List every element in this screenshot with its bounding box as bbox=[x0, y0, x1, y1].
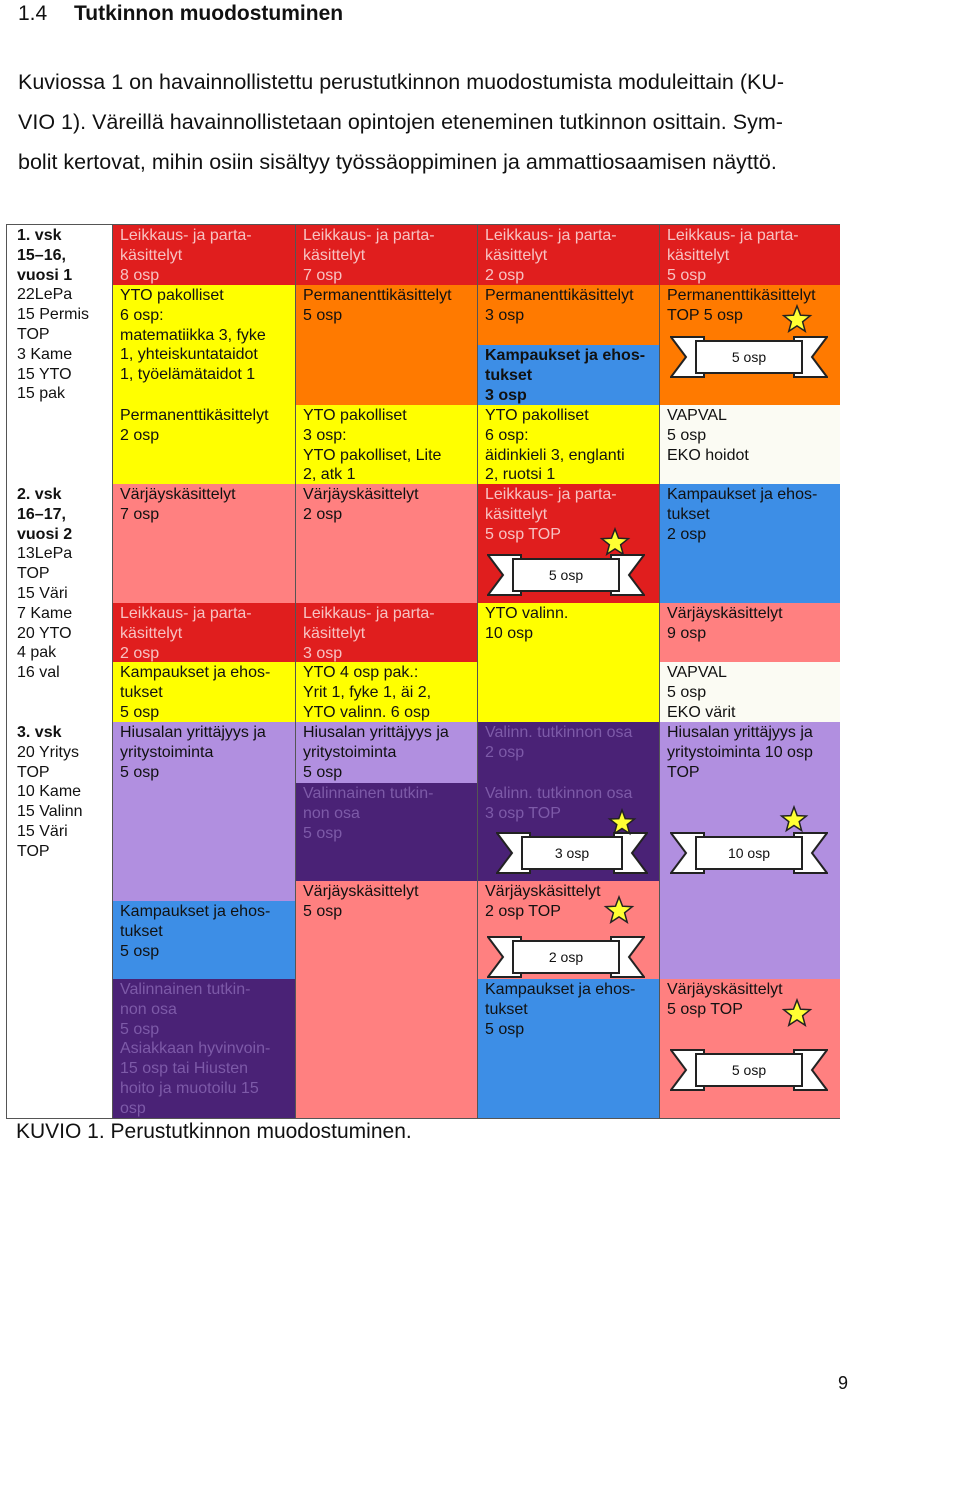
module-cell-line: Valinn. tutkinnon osa bbox=[485, 785, 633, 802]
module-cell-line: 2 osp bbox=[485, 266, 525, 284]
module-cell-line: Värjäyskäsittelyt bbox=[667, 605, 783, 622]
intro-line: bolit kertovat, mihin osiin sisältyy työssäoppiminen ja ammattiosaamisen näyttö. bbox=[18, 150, 777, 174]
module-cell-line: 5 osp bbox=[120, 703, 160, 721]
module-cell-line: Asiakkaan hyvinvoin- bbox=[120, 1040, 271, 1058]
module-cell bbox=[295, 783, 477, 881]
module-cell-line: Yrit 1, fyke 1, äi 2, bbox=[303, 683, 432, 701]
module-cell-line: Leikkaus- ja parta- bbox=[120, 227, 252, 244]
module-cell-line: 5 osp TOP bbox=[667, 1000, 743, 1018]
module-cell bbox=[295, 603, 477, 662]
module-cell-line: 5 osp bbox=[303, 763, 343, 781]
module-cell bbox=[477, 345, 659, 405]
module-column bbox=[112, 225, 295, 1118]
star-shape bbox=[610, 810, 635, 834]
module-cell bbox=[477, 225, 659, 285]
module-cell bbox=[659, 603, 840, 662]
module-cell-line: 5 osp bbox=[120, 1020, 160, 1038]
module-cell-line: TOP bbox=[667, 763, 700, 781]
intro-line: Kuviossa 1 on havainnollistettu perustutkinnon muodostumista moduleittain (KU- bbox=[18, 70, 785, 94]
column-divider bbox=[295, 225, 296, 1118]
star-shape bbox=[782, 807, 807, 831]
column-divider bbox=[112, 225, 113, 1118]
year-cell-line: 13LePa bbox=[17, 545, 73, 563]
module-cell-line: käsittelyt bbox=[485, 246, 548, 264]
module-cell-line: 3 osp: bbox=[303, 426, 347, 444]
competence-demonstration-star-icon bbox=[603, 895, 635, 927]
module-cell-line: tukset bbox=[120, 683, 163, 701]
module-cell-line: Hiusalan yrittäjyys ja bbox=[120, 724, 266, 741]
year-cell bbox=[7, 484, 112, 722]
module-cell-line: 3 osp bbox=[485, 306, 525, 324]
module-cell-line: 5 osp bbox=[667, 683, 707, 701]
year-cell-line: TOP bbox=[17, 325, 50, 343]
module-cell-line: VAPVAL bbox=[667, 664, 727, 681]
year-cell-line: 16 val bbox=[17, 664, 60, 682]
module-cell-line: Leikkaus- ja parta- bbox=[667, 227, 799, 244]
column-divider bbox=[477, 225, 478, 1118]
module-cell bbox=[112, 405, 295, 484]
module-cell-line: 2, atk 1 bbox=[303, 466, 356, 484]
module-cell-line: 6 osp: bbox=[485, 426, 529, 444]
star-shape bbox=[784, 306, 811, 331]
module-cell bbox=[112, 979, 295, 1118]
workplace-learning-ribbon-icon bbox=[487, 553, 645, 597]
module-cell-line: EKO hoidot bbox=[667, 446, 749, 464]
module-cell-line: Värjäyskäsittelyt bbox=[485, 883, 601, 900]
module-cell-line: osp bbox=[120, 1099, 146, 1117]
module-cell-line: käsittelyt bbox=[303, 246, 366, 264]
module-cell-line: 2 osp bbox=[120, 644, 160, 662]
year-cell-line: 7 Kame bbox=[17, 604, 73, 622]
module-cell-line: Leikkaus- ja parta- bbox=[485, 227, 617, 244]
ribbon-label: 3 osp bbox=[554, 845, 590, 861]
module-cell-line: 1, yhteiskuntataidot bbox=[120, 346, 258, 364]
module-cell-line: 2 osp bbox=[120, 426, 160, 444]
figure-caption: KUVIO 1. Perustutkinnon muodostuminen. bbox=[16, 1120, 412, 1143]
year-cell-line: TOP bbox=[17, 565, 50, 583]
module-cell-line: YTO pakolliset, Lite bbox=[303, 446, 442, 464]
module-cell-line: TOP 5 osp bbox=[667, 306, 743, 324]
module-cell-line: Permanenttikäsittelyt bbox=[667, 287, 816, 304]
study-module-grid bbox=[6, 224, 840, 1119]
module-cell-line: käsittelyt bbox=[485, 505, 548, 523]
module-cell bbox=[295, 285, 477, 405]
year-cell-line: TOP bbox=[17, 842, 50, 860]
year-cell-line: 1. vsk bbox=[17, 227, 62, 244]
workplace-learning-ribbon-icon bbox=[670, 831, 828, 875]
year-cell bbox=[7, 722, 112, 1118]
module-cell-line: 6 osp: bbox=[120, 306, 164, 324]
module-cell-line: 2 osp TOP bbox=[485, 902, 561, 920]
module-cell-line: 1, työelämätaidot 1 bbox=[120, 366, 256, 384]
year-cell-line: 15 Väri bbox=[17, 584, 68, 602]
page-number: 9 bbox=[838, 1373, 849, 1393]
module-cell-line: yritystoiminta bbox=[120, 743, 214, 761]
competence-demonstration-star-icon bbox=[779, 805, 809, 835]
competence-demonstration-star-icon bbox=[599, 527, 631, 559]
module-cell bbox=[295, 881, 477, 1118]
module-cell bbox=[659, 225, 840, 285]
module-cell-line: YTO pakolliset bbox=[485, 407, 589, 424]
module-cell-line: 8 osp bbox=[120, 266, 160, 284]
workplace-learning-ribbon-icon bbox=[670, 335, 828, 379]
module-cell-line: tukset bbox=[485, 1000, 528, 1018]
module-column bbox=[477, 225, 659, 1118]
module-cell bbox=[477, 979, 659, 1118]
year-cell-line: 22LePa bbox=[17, 286, 73, 304]
module-cell-line: Leikkaus- ja parta- bbox=[303, 227, 435, 244]
module-cell-line: Permanenttikäsittelyt bbox=[485, 287, 634, 304]
module-cell-line: Värjäyskäsittelyt bbox=[120, 486, 236, 503]
module-column bbox=[295, 225, 477, 1118]
module-cell bbox=[295, 484, 477, 603]
year-cell-line: 15 Permis bbox=[17, 306, 90, 324]
module-cell-line: Valinnainen tutkin- bbox=[120, 981, 251, 998]
module-cell-line: käsittelyt bbox=[303, 624, 366, 642]
year-cell bbox=[7, 225, 112, 484]
module-cell bbox=[112, 901, 295, 979]
module-cell-line: Leikkaus- ja parta- bbox=[303, 605, 435, 622]
ribbon-label: 5 osp bbox=[548, 567, 584, 583]
module-cell-line: 2, ruotsi 1 bbox=[485, 466, 556, 484]
module-cell bbox=[477, 722, 659, 783]
module-cell-line: Leikkaus- ja parta- bbox=[485, 486, 617, 503]
module-cell-line: 2 osp bbox=[485, 743, 525, 761]
module-cell-line: tukset bbox=[485, 366, 533, 384]
competence-demonstration-star-icon bbox=[781, 998, 813, 1030]
star-shape bbox=[784, 1000, 811, 1025]
module-cell-line: käsittelyt bbox=[120, 624, 183, 642]
module-cell-line: 5 osp bbox=[303, 902, 343, 920]
module-cell-line: 10 osp bbox=[485, 624, 534, 642]
year-cell-line: 3 Kame bbox=[17, 345, 73, 363]
module-cell-line: Permanenttikäsittelyt bbox=[303, 287, 452, 304]
module-cell bbox=[295, 405, 477, 484]
module-cell-line: non osa bbox=[303, 804, 360, 822]
module-cell-line: non osa bbox=[120, 1000, 177, 1018]
star-shape bbox=[602, 529, 629, 554]
module-cell-line: YTO valinn. bbox=[485, 605, 569, 622]
module-cell-line: 2 osp bbox=[667, 525, 707, 543]
year-cell-line: 10 Kame bbox=[17, 783, 82, 801]
module-cell-line: EKO värit bbox=[667, 703, 736, 721]
module-cell-line: 7 osp bbox=[120, 505, 160, 523]
year-cell-line: 4 pak bbox=[17, 644, 57, 662]
year-cell-line: 15 Väri bbox=[17, 822, 68, 840]
module-cell-line: 15 osp tai Hiusten bbox=[120, 1060, 249, 1078]
module-cell bbox=[295, 225, 477, 285]
module-cell-line: Värjäyskäsittelyt bbox=[667, 981, 783, 998]
module-cell bbox=[112, 722, 295, 901]
year-cell-line: 15 Valinn bbox=[17, 803, 83, 821]
module-cell-line: Värjäyskäsittelyt bbox=[303, 486, 419, 503]
intro-paragraph bbox=[18, 62, 878, 182]
module-cell-line: 9 osp bbox=[667, 624, 707, 642]
module-cell bbox=[295, 662, 477, 722]
module-cell-line: Kampaukset ja ehos- bbox=[120, 664, 271, 681]
module-cell bbox=[659, 405, 840, 484]
ribbon-label: 5 osp bbox=[731, 349, 767, 365]
module-cell-line: Valinn. tutkinnon osa bbox=[485, 724, 633, 741]
year-cell-line: 20 Yritys bbox=[17, 743, 79, 761]
module-cell-line: 5 osp bbox=[120, 763, 160, 781]
module-cell bbox=[112, 285, 295, 405]
module-cell-line: 5 osp bbox=[485, 1020, 525, 1038]
module-cell-line: 5 osp bbox=[120, 942, 160, 960]
module-cell-line: 5 osp bbox=[303, 306, 343, 324]
module-cell-line: Värjäyskäsittelyt bbox=[303, 883, 419, 900]
section-title: Tutkinnon muodostuminen bbox=[74, 2, 344, 25]
competence-demonstration-star-icon bbox=[781, 304, 813, 336]
module-cell-line: Hiusalan yrittäjyys ja bbox=[667, 724, 813, 741]
column-divider bbox=[659, 225, 660, 1118]
module-cell-line: YTO pakolliset bbox=[120, 287, 224, 304]
ribbon-label: 2 osp bbox=[548, 949, 584, 965]
module-cell-line: hoito ja muotoilu 15 bbox=[120, 1079, 259, 1097]
module-cell-line: 5 osp bbox=[667, 266, 707, 284]
module-cell-line: 2 osp bbox=[303, 505, 343, 523]
module-cell-line: YTO 4 osp pak.: bbox=[303, 664, 419, 681]
year-cell-line: TOP bbox=[17, 763, 50, 781]
ribbon-label: 5 osp bbox=[731, 1062, 767, 1078]
workplace-learning-ribbon-icon bbox=[670, 1048, 828, 1092]
module-cell bbox=[112, 484, 295, 603]
year-cell-line: vuosi 1 bbox=[17, 266, 73, 284]
year-cell-line: vuosi 2 bbox=[17, 525, 73, 543]
module-cell-line: Kampaukset ja ehos- bbox=[120, 903, 271, 920]
module-cell-line: Hiusalan yrittäjyys ja bbox=[303, 724, 449, 741]
module-cell-line: 5 osp bbox=[303, 824, 343, 842]
module-cell-line: yritystoiminta 10 osp bbox=[667, 743, 813, 761]
module-cell-line: 5 osp bbox=[667, 426, 707, 444]
module-cell-line: Kampaukset ja ehos- bbox=[485, 981, 636, 998]
module-cell bbox=[477, 405, 659, 484]
module-cell-line: tukset bbox=[667, 505, 710, 523]
module-cell-line: YTO valinn. 6 osp bbox=[303, 703, 430, 721]
module-cell-line: Kampaukset ja ehos- bbox=[485, 347, 646, 364]
module-cell bbox=[295, 722, 477, 783]
star-shape bbox=[606, 897, 633, 922]
year-cell-line: 16–17, bbox=[17, 505, 66, 523]
module-cell-line: 3 osp bbox=[303, 644, 343, 662]
module-cell bbox=[112, 603, 295, 662]
year-cell-line: 20 YTO bbox=[17, 624, 72, 642]
module-cell-line: VAPVAL bbox=[667, 407, 727, 424]
module-cell bbox=[659, 484, 840, 603]
intro-line: VIO 1). Väreillä havainnollistetaan opintojen eteneminen tutkinnon osittain. Sym- bbox=[18, 110, 783, 134]
module-cell-line: Kampaukset ja ehos- bbox=[667, 486, 818, 503]
module-cell bbox=[477, 603, 659, 722]
workplace-learning-ribbon-icon bbox=[487, 935, 645, 979]
module-cell-line: yritystoiminta bbox=[303, 743, 397, 761]
competence-demonstration-star-icon bbox=[607, 808, 637, 838]
year-cell-line: 15 pak bbox=[17, 385, 66, 403]
module-cell bbox=[659, 662, 840, 722]
year-cell-line: 3. vsk bbox=[17, 724, 62, 741]
module-cell-line: 7 osp bbox=[303, 266, 343, 284]
module-cell-line: äidinkieli 3, englanti bbox=[485, 446, 625, 464]
module-cell-line: Leikkaus- ja parta- bbox=[120, 605, 252, 622]
module-cell-line: 5 osp TOP bbox=[485, 525, 561, 543]
module-cell bbox=[112, 662, 295, 722]
module-cell-line: käsittelyt bbox=[120, 246, 183, 264]
module-cell-line: Permanenttikäsittelyt bbox=[120, 407, 269, 424]
section-heading bbox=[18, 2, 343, 26]
module-cell-line: 3 osp TOP bbox=[485, 804, 561, 822]
module-cell-line: 3 osp bbox=[485, 386, 527, 404]
module-cell-line: Valinnainen tutkin- bbox=[303, 785, 434, 802]
section-number: 1.4 bbox=[18, 2, 48, 25]
module-cell-line: YTO pakolliset bbox=[303, 407, 407, 424]
year-cell-line: 2. vsk bbox=[17, 486, 62, 503]
year-cell-line: 15 YTO bbox=[17, 365, 72, 383]
module-cell-line: käsittelyt bbox=[667, 246, 730, 264]
year-cell-line: 15–16, bbox=[17, 246, 66, 264]
module-cell bbox=[112, 225, 295, 285]
module-cell bbox=[477, 285, 659, 345]
module-cell-line: tukset bbox=[120, 922, 163, 940]
ribbon-label: 10 osp bbox=[727, 845, 771, 861]
module-cell-line: matematiikka 3, fyke bbox=[120, 326, 266, 344]
